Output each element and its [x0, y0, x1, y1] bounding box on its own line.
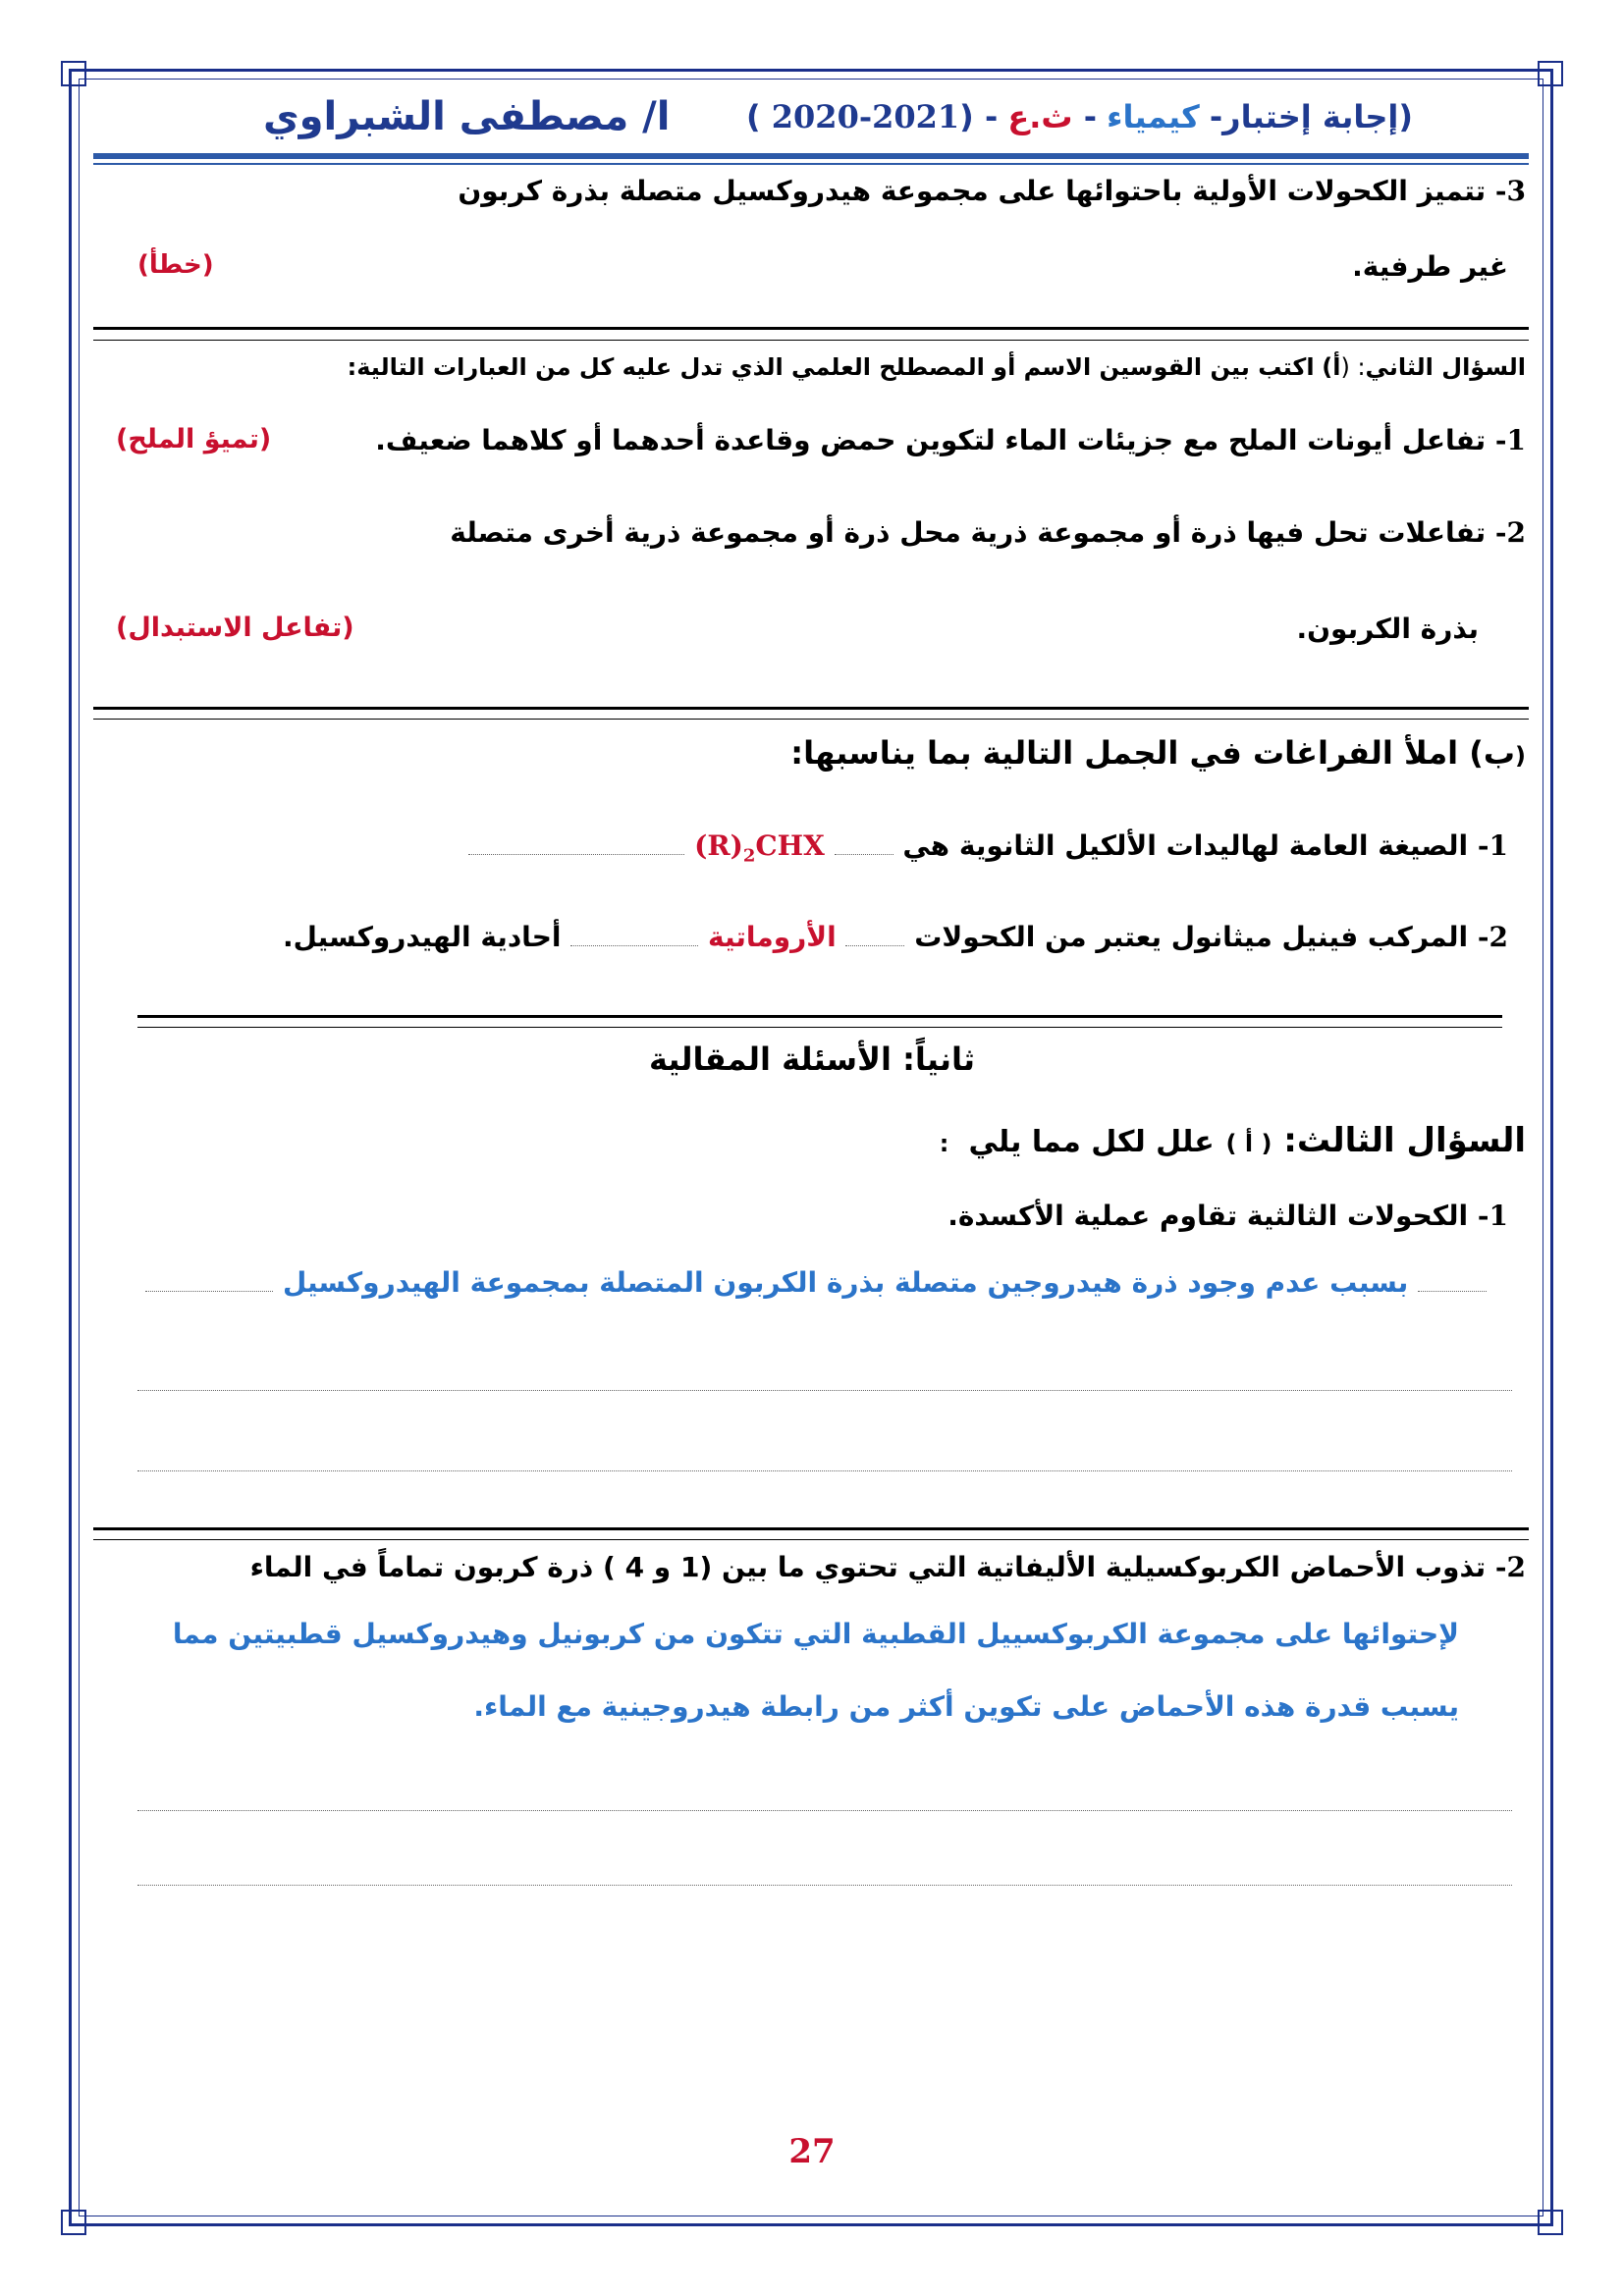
q2-b2-blank-dots	[845, 944, 904, 946]
q2-b1-blank-dots	[468, 853, 684, 855]
header-grade: ث.ع	[1007, 98, 1073, 135]
q2-heading-line: السؤال الثاني: (أ) اكتب بين القوسين الاسم أو المصطلح العلمي الذي تدل عليه كل من العبارات التالية:	[347, 353, 1526, 381]
q2-item1	[375, 424, 1526, 456]
section-separator	[93, 1527, 1529, 1530]
q2-item2-answer: (تفاعل الاستبدال)	[116, 613, 354, 643]
q3-item2	[250, 1551, 1526, 1583]
q3-item1	[947, 1200, 1508, 1232]
frame-corner	[61, 61, 86, 86]
q2-part-b-marker: ب)	[1469, 734, 1516, 772]
section2-title: ثانياً: الأسئلة المقالية	[649, 1041, 975, 1078]
q2-b2-text-after: أحادية الهيدروكسيل.	[283, 921, 562, 953]
header-rule-thin	[93, 163, 1529, 165]
q2-item2-line2: بذرة الكربون.	[1296, 613, 1479, 645]
answer-dots	[145, 1290, 273, 1292]
frame-corner	[1538, 61, 1563, 86]
q2-b1-answer: $(R)_2CHX$	[694, 829, 825, 867]
header-teacher: ا/ مصطفى الشبراوي	[263, 94, 671, 139]
q2-b2-text-before: المركب فينيل ميثانول يعتبر من الكحولات	[914, 921, 1469, 953]
section-separator-thin	[93, 340, 1529, 341]
q2-part-b-text: املأ الفراغات في الجمل التالية بما يناسبها:	[790, 734, 1459, 772]
q2-b1-text: الصيغة العامة لهاليدات الألكيل الثانوية هي	[902, 829, 1469, 862]
q3-part-a-marker: ( أ )	[1225, 1130, 1272, 1157]
q2-b1	[468, 829, 1508, 867]
q3-item2-answer-line2: يسبب قدرة هذه الأحماض على تكوين أكثر من رابطة هيدروجينية مع الماء.	[473, 1690, 1459, 1723]
q2-item2-line1: تفاعلات تحل فيها ذرة أو مجموعة ذرية محل ذرة أو مجموعة ذرية أخرى متصلة	[450, 516, 1487, 549]
q3-item2-number: 2-	[1494, 1551, 1526, 1583]
header-subject: كيمياء	[1107, 98, 1200, 135]
answer-line	[137, 1885, 1512, 1886]
section-separator	[93, 707, 1529, 710]
exam-header: (إجابة إختبار- كيمياء - ث.ع - (2020-2021 )	[746, 98, 1413, 135]
answer-dots	[1418, 1290, 1487, 1292]
answer-line	[137, 1470, 1512, 1471]
q1-item3-answer: (خطأ)	[137, 250, 214, 280]
header-year: 2020-2021	[771, 98, 960, 135]
q3-item2-text: تذوب الأحماض الكربوكسيلية الأليفاتية التي تحتوي ما بين (1 و 4 ) ذرة كربون تماماً في الماء	[249, 1551, 1487, 1583]
section-separator-thin	[93, 1539, 1529, 1540]
section2-title-text: الأسئلة المقالية	[649, 1041, 892, 1078]
q2-item1-text: تفاعل أيونات الملح مع جزيئات الماء لتكوين حمض وقاعدة أحدهما أو كلاهما ضعيف.	[375, 424, 1487, 456]
q2-b1-number: 1-	[1477, 829, 1508, 862]
q1-item3-number: 3-	[1494, 175, 1526, 207]
q3-item1-answer-text: بسبب عدم وجود ذرة هيدروجين متصلة بذرة الكربون المتصلة بمجموعة الهيدروكسيل	[282, 1266, 1409, 1299]
q3-part-a-text: علل لكل مما يلي	[968, 1125, 1215, 1159]
answer-line	[137, 1390, 1512, 1391]
q3-heading-line: السؤال الثالث: ( أ ) علل لكل مما يلي :	[939, 1121, 1526, 1160]
q3-item1-number: 1-	[1477, 1200, 1508, 1232]
section2-title-prefix: ثانياً	[914, 1041, 975, 1078]
q1-item3-line2: غير طرفية.	[1352, 250, 1508, 283]
q3-item2-answer-line1: لإحتوائها على مجموعة الكربوكسييل القطبية التي تتكون من كربونيل وهيدروكسيل قطبيتين مما	[172, 1618, 1459, 1650]
q2-b2-answer: الأروماتية	[707, 921, 837, 953]
section-separator-thin	[93, 719, 1529, 720]
q2-part-b-heading: (ب) املأ الفراغات في الجمل التالية بما يناسبها:	[790, 734, 1526, 772]
q2-heading: السؤال الثاني	[1365, 353, 1526, 381]
q2-b2-blank-dots	[570, 944, 698, 946]
q1-item3-line1: تتميز الكحولات الأولية باحتوائها على مجموعة هيدروكسيل متصلة بذرة كربون	[458, 175, 1487, 207]
section-separator-thin	[137, 1027, 1502, 1028]
frame-corner	[61, 2210, 86, 2235]
q2-part-a-marker: أ)	[1322, 353, 1341, 381]
q2-item2-number: 2-	[1494, 516, 1526, 549]
page-number: 27	[788, 2132, 836, 2171]
answer-line	[137, 1810, 1512, 1811]
q2-b1-blank-dots	[835, 853, 893, 855]
q3-item1-text: الكحولات الثالثية تقاوم عملية الأكسدة.	[947, 1200, 1469, 1232]
q2-item1-answer: (تميؤ الملح)	[116, 424, 272, 454]
q3-heading: السؤال الثالث	[1296, 1121, 1526, 1160]
q2-b2-number: 2-	[1477, 921, 1508, 953]
q2-b2	[283, 921, 1508, 953]
q2-part-a-text: اكتب بين القوسين الاسم أو المصطلح العلمي الذي تدل عليه كل من العبارات التالية:	[347, 353, 1315, 381]
header-rule	[93, 153, 1529, 159]
section-separator	[93, 327, 1529, 330]
q3-item1-answer	[145, 1266, 1487, 1299]
q2-item2	[450, 516, 1526, 549]
q1-item3	[458, 175, 1526, 207]
q2-item1-number: 1-	[1494, 424, 1526, 456]
frame-corner	[1538, 2210, 1563, 2235]
header-title: إجابة إختبار	[1222, 98, 1399, 135]
section-separator	[137, 1015, 1502, 1018]
